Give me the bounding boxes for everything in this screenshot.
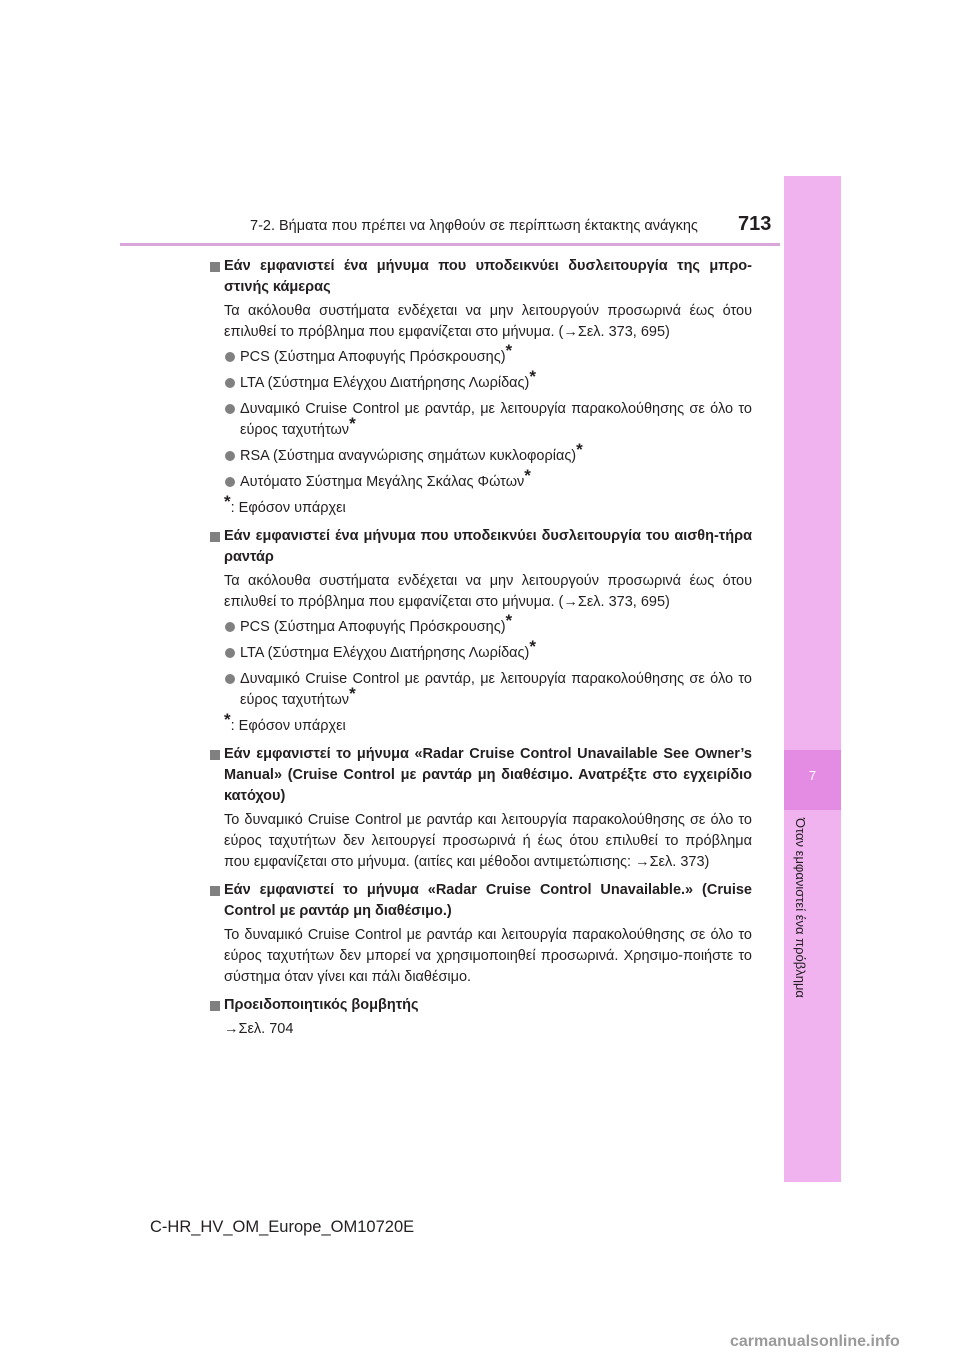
list-item: LTA (Σύστημα Ελέγχου Διατήρησης Λωρίδας)* bbox=[210, 643, 752, 664]
asterisk-mark: * bbox=[576, 440, 583, 459]
page-number: 713 bbox=[738, 213, 772, 235]
section-heading: Προειδοποιητικός βομβητής bbox=[210, 995, 752, 1016]
list-item: LTA (Σύστημα Ελέγχου Διατήρησης Λωρίδας)* bbox=[210, 373, 752, 394]
page-reference[interactable]: Σελ. 704 bbox=[238, 1021, 294, 1037]
circle-bullet-icon bbox=[225, 622, 235, 632]
asterisk-mark: * bbox=[349, 684, 356, 703]
section-heading: Εάν εμφανιστεί το μήνυμα «Radar Cruise Control Unavailable.» (Cruise Control με ραντάρ μη διαθέσιμο.) bbox=[210, 880, 752, 922]
document-code: C-HR_HV_OM_Europe_OM10720E bbox=[150, 1218, 415, 1236]
section-radar-cruise-unavailable bbox=[210, 880, 752, 988]
square-bullet-icon bbox=[210, 886, 220, 896]
list-item: PCS (Σύστημα Αποφυγής Πρόσκρουσης)* bbox=[210, 347, 752, 368]
footnote: *: Εφόσον υπάρχει bbox=[224, 710, 346, 734]
circle-bullet-icon bbox=[225, 378, 235, 388]
section-body: Το δυναμικό Cruise Control με ραντάρ και λειτουργία παρακολούθησης σε όλο το εύρος ταχυτήτων δεν μπορεί να χρησιμοποιηθεί προσωρινά. Χρησιμο-ποιήστε το σύστημα όταν γίνει και πάλι διαθέσιμο. bbox=[224, 927, 752, 985]
asterisk-mark: * bbox=[524, 466, 531, 485]
asterisk-mark: * bbox=[529, 367, 536, 386]
arrow-icon: → bbox=[635, 854, 650, 870]
section-heading: Εάν εμφανιστεί ένα μήνυμα που υποδεικνύει δυσλειτουργία του αισθη-τήρα ραντάρ bbox=[210, 526, 752, 568]
circle-bullet-icon bbox=[225, 674, 235, 684]
section-body: Τα ακόλουθα συστήματα ενδέχεται να μην λειτουργούν προσωρινά έως ότου επιλυθεί το πρόβλημα που εμφανίζεται στο μήνυμα. (→Σελ. 373, 695) bbox=[224, 573, 752, 610]
square-bullet-icon bbox=[210, 1001, 220, 1011]
page-reference[interactable]: Σελ. 373) bbox=[649, 854, 710, 870]
list-item: RSA (Σύστημα αναγνώρισης σημάτων κυκλοφορίας)* bbox=[210, 446, 752, 467]
section-radar-cruise-unavailable-see-manual bbox=[210, 744, 752, 873]
chapter-title: Όταν εμφανιστεί ένα πρόβλημα bbox=[793, 818, 808, 998]
square-bullet-icon bbox=[210, 262, 220, 272]
section-header-title: 7-2. Βήματα που πρέπει να ληφθούν σε περίπτωση έκτακτης ανάγκης bbox=[250, 218, 698, 234]
list-item: Δυναμικό Cruise Control με ραντάρ, με λειτουργία παρακολούθησης σε όλο το εύρος ταχυτήτων* bbox=[210, 669, 752, 711]
circle-bullet-icon bbox=[225, 648, 235, 658]
arrow-icon: → bbox=[224, 1021, 239, 1037]
section-body bbox=[210, 1019, 752, 1040]
section-warning-buzzer bbox=[210, 995, 752, 1040]
list-item: Δυναμικό Cruise Control με ραντάρ, με λειτουργία παρακολούθησης σε όλο το εύρος ταχυτήτων* bbox=[210, 399, 752, 441]
page-content bbox=[210, 256, 752, 1047]
section-front-camera bbox=[210, 256, 752, 519]
arrow-icon: → bbox=[563, 594, 578, 610]
page-reference[interactable]: Σελ. 373, 695) bbox=[577, 594, 670, 610]
asterisk-mark: * bbox=[224, 492, 231, 511]
asterisk-mark: * bbox=[349, 414, 356, 433]
watermark: carmanualsonline.info bbox=[730, 1333, 900, 1350]
chapter-number: 7 bbox=[808, 768, 817, 783]
list-item: PCS (Σύστημα Αποφυγής Πρόσκρουσης)* bbox=[210, 617, 752, 638]
arrow-icon: → bbox=[563, 324, 578, 340]
section-heading: Εάν εμφανιστεί το μήνυμα «Radar Cruise Control Unavailable See Owner’s Manual» (Cruise Control με ραντάρ μη διαθέσιμο. Ανατρέξτε στο εγχειρίδιο κατόχου) bbox=[210, 744, 752, 807]
section-heading: Εάν εμφανιστεί ένα μήνυμα που υποδεικνύει δυσλειτουργία της μπρο-στινής κάμερας bbox=[210, 256, 752, 298]
chapter-tab-strip bbox=[784, 176, 841, 1182]
list-item: Αυτόματο Σύστημα Μεγάλης Σκάλας Φώτων* bbox=[210, 472, 752, 493]
square-bullet-icon bbox=[210, 750, 220, 760]
section-body: Τα ακόλουθα συστήματα ενδέχεται να μην λειτουργούν προσωρινά έως ότου επιλυθεί το πρόβλημα που εμφανίζεται στο μήνυμα. (→Σελ. 373, 695) bbox=[224, 303, 752, 340]
asterisk-mark: * bbox=[505, 341, 513, 360]
circle-bullet-icon bbox=[225, 352, 235, 362]
section-radar-sensor bbox=[210, 526, 752, 737]
asterisk-mark: * bbox=[529, 637, 536, 656]
footnote: *: Εφόσον υπάρχει bbox=[224, 492, 346, 516]
circle-bullet-icon bbox=[225, 404, 235, 414]
circle-bullet-icon bbox=[225, 477, 235, 487]
circle-bullet-icon bbox=[225, 451, 235, 461]
square-bullet-icon bbox=[210, 532, 220, 542]
page-reference[interactable]: Σελ. 373, 695) bbox=[577, 324, 670, 340]
asterisk-mark: * bbox=[505, 611, 513, 630]
section-body: Το δυναμικό Cruise Control με ραντάρ και λειτουργία παρακολούθησης σε όλο το εύρος ταχυτήτων δεν λειτουργεί προσωρινά ή έως ότου επιλυθεί το πρόβλημα που εμφανίζεται στο μήνυμα. (αιτίες και μέθοδοι αντιμετώπισης: →Σελ. 373) bbox=[224, 812, 752, 870]
header-rule bbox=[120, 243, 780, 246]
asterisk-mark: * bbox=[224, 710, 231, 729]
